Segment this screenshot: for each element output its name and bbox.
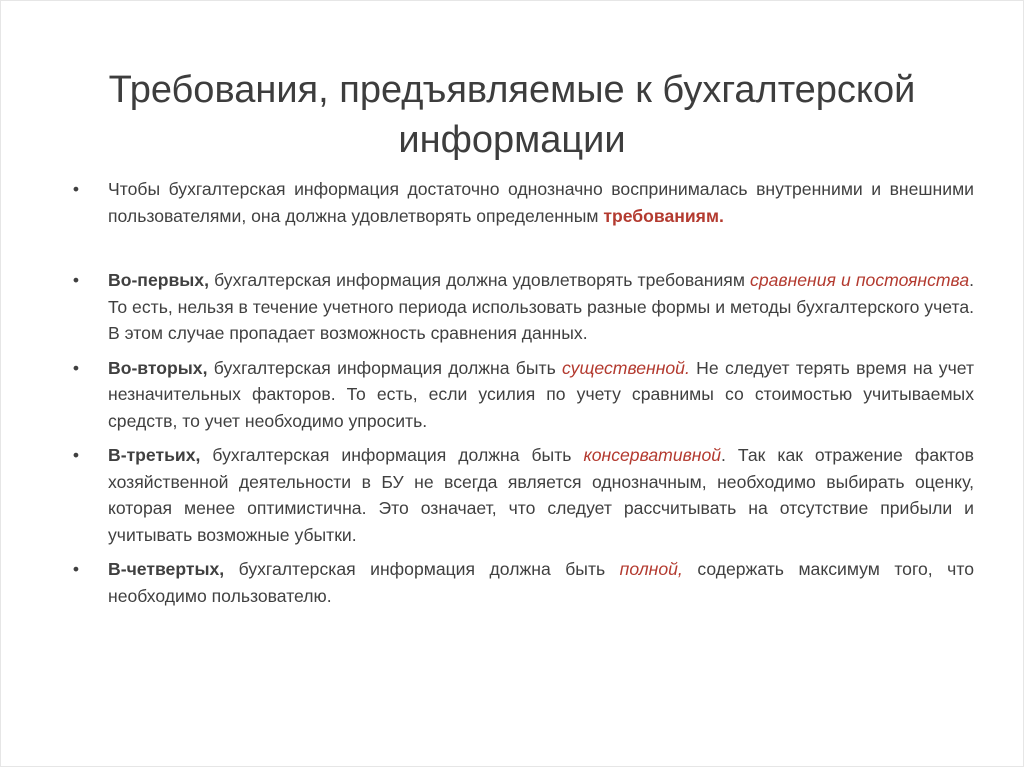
bullet-dot: • bbox=[72, 270, 80, 290]
bullet-text: бухгалтерская информация должна быть bbox=[200, 445, 584, 465]
bullet-dot: • bbox=[72, 445, 80, 465]
bullet-list bbox=[60, 176, 974, 617]
bullet-item-fourth bbox=[60, 556, 974, 609]
bullet-text: содержать максимум того, что необходимо пользователю. bbox=[108, 559, 974, 606]
bullet-text: бухгалтерская информация должна быть bbox=[224, 559, 620, 579]
bullet-text: . То есть, нельзя в течение учетного периода использовать разные формы и методы бухгалтерского учета. В этом случае пропадает возможность сравнения данных. bbox=[108, 270, 974, 343]
bullet-item-third bbox=[60, 442, 974, 548]
bullet-highlight: консервативной bbox=[583, 445, 722, 465]
bullet-dot: • bbox=[72, 179, 80, 199]
bullet-highlight: существенной. bbox=[562, 357, 690, 378]
bullet-text: Чтобы бухгалтерская информация достаточно однозначно воспринималась внутренними и внешними пользователями, она должна удовлетворять определенным bbox=[108, 179, 974, 226]
bullet-text: бухгалтерская информация должна удовлетворять требованиям bbox=[208, 270, 751, 290]
bullet-text: . Так как отражение фактов хозяйственной деятельности в БУ не всегда является однозначным, необходимо выбирать оценку, которая менее оптимистична. Это означает, что следует рассчитывать на отсутствие прибыли и учитывать возможные убытки. bbox=[108, 445, 974, 545]
bullet-lead: В-четвертых, bbox=[108, 559, 225, 579]
bullet-item-second bbox=[60, 355, 974, 435]
bullet-lead: Во-первых, bbox=[108, 270, 209, 290]
bullet-lead: Во-вторых, bbox=[108, 357, 208, 378]
bullet-text: Не следует терять время на учет незначительных факторов. То есть, если усилия по учету сравнимы со стоимостью учитываемых средств, то учет необходимо упросить. bbox=[108, 357, 974, 431]
bullet-lead: В-третьих, bbox=[108, 445, 201, 465]
bullet-item-first bbox=[60, 267, 974, 347]
bullet-dot: • bbox=[72, 357, 80, 378]
bullet-item-intro bbox=[60, 176, 974, 229]
bullet-text: бухгалтерская информация должна быть bbox=[207, 357, 563, 378]
bullet-highlight: сравнения и постоянства bbox=[750, 270, 970, 290]
bullet-highlight: требованиям. bbox=[603, 205, 724, 226]
slide-title: Требования, предъявляемые к бухгалтерской информации bbox=[108, 69, 916, 162]
bullet-highlight: полной, bbox=[619, 559, 683, 579]
bullet-dot: • bbox=[72, 559, 80, 579]
